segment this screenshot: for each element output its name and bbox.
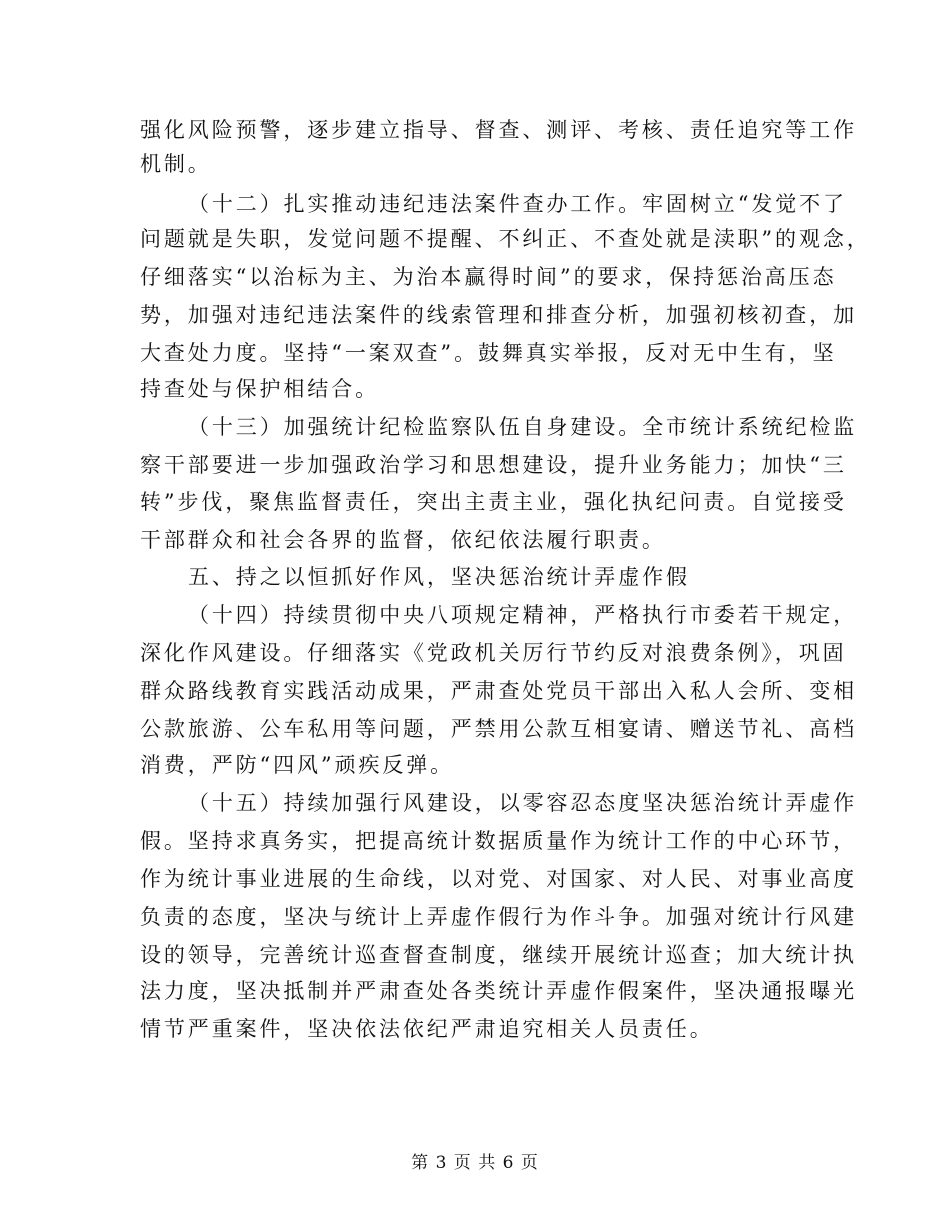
text-line: 仔细落实“以治标为主、为治本赢得时间”的要求，保持惩治高压态 (140, 265, 837, 289)
text-line: 强化风险预警，逐步建立指导、督查、测评、考核、责任追究等工作 (140, 118, 857, 142)
text-line: 转”步伐，聚焦监督责任，突出主责主业，强化执纪问责。自觉接受 (140, 490, 847, 514)
text-line: 作为统计事业进展的生命线，以对党、对国家、对人民、对事业高度 (140, 867, 857, 891)
paragraph-13-heading-line: （十三）加强统计纪检监察队伍自身建设。全市统计系统纪检监 (188, 415, 858, 439)
text-line: 察干部要进一步加强政治学习和思想建设，提升业务能力；加快“三 (140, 453, 847, 477)
page-footer: 第 3 页 共 6 页 (411, 1153, 539, 1173)
text-line: 消费，严防“四风”顽疾反弹。 (140, 753, 455, 777)
text-line: 深化作风建设。仔细落实《党政机关厉行节约反对浪费条例》，巩固 (140, 641, 847, 665)
text-line: 公款旅游、公车私用等问题，严禁用公款互相宴请、赠送节礼、高档 (140, 717, 857, 741)
text-line: 设的领导，完善统计巡查督查制度，继续开展统计巡查；加大统计执 (140, 943, 857, 967)
paragraph-12-heading-line: （十二）扎实推动违纪违法案件查办工作。牢固树立“发觉不了 (188, 192, 847, 216)
paragraph-14-heading-line: （十四）持续贯彻中央八项规定精神，严格执行市委若干规定， (188, 603, 858, 627)
text-line: 假。坚持求真务实，把提高统计数据质量作为统计工作的中心环节， (140, 829, 857, 853)
text-line: 持查处与保护相结合。 (140, 377, 379, 401)
text-line: 群众路线教育实践活动成果，严肃查处党员干部出入私人会所、变相 (140, 679, 857, 703)
text-line: 机制。 (140, 152, 212, 176)
text-line: 势，加强对违纪违法案件的线索管理和排查分析，加强初核初查，加 (140, 303, 857, 327)
text-line: 大查处力度。坚持“一案双查”。鼓舞真实举报，反对无中生有，坚 (140, 341, 837, 365)
text-line: 情节严重案件，坚决依法依纪严肃追究相关人员责任。 (140, 1017, 714, 1041)
section-5-heading: 五、持之以恒抓好作风，坚决惩治统计弄虚作假 (188, 565, 690, 589)
text-line: 问题就是失职，发觉问题不提醒、不纠正、不查处就是渎职”的观念， (140, 227, 871, 251)
text-line: 法力度，坚决抵制并严肃查处各类统计弄虚作假案件，坚决通报曝光 (140, 979, 857, 1003)
text-line: 负责的态度，坚决与统计上弄虚作假行为作斗争。加强对统计行风建 (140, 905, 857, 929)
text-line: 干部群众和社会各界的监督，依纪依法履行职责。 (140, 528, 666, 552)
paragraph-15-heading-line: （十五）持续加强行风建设，以零容忍态度坚决惩治统计弄虚作 (188, 791, 858, 815)
